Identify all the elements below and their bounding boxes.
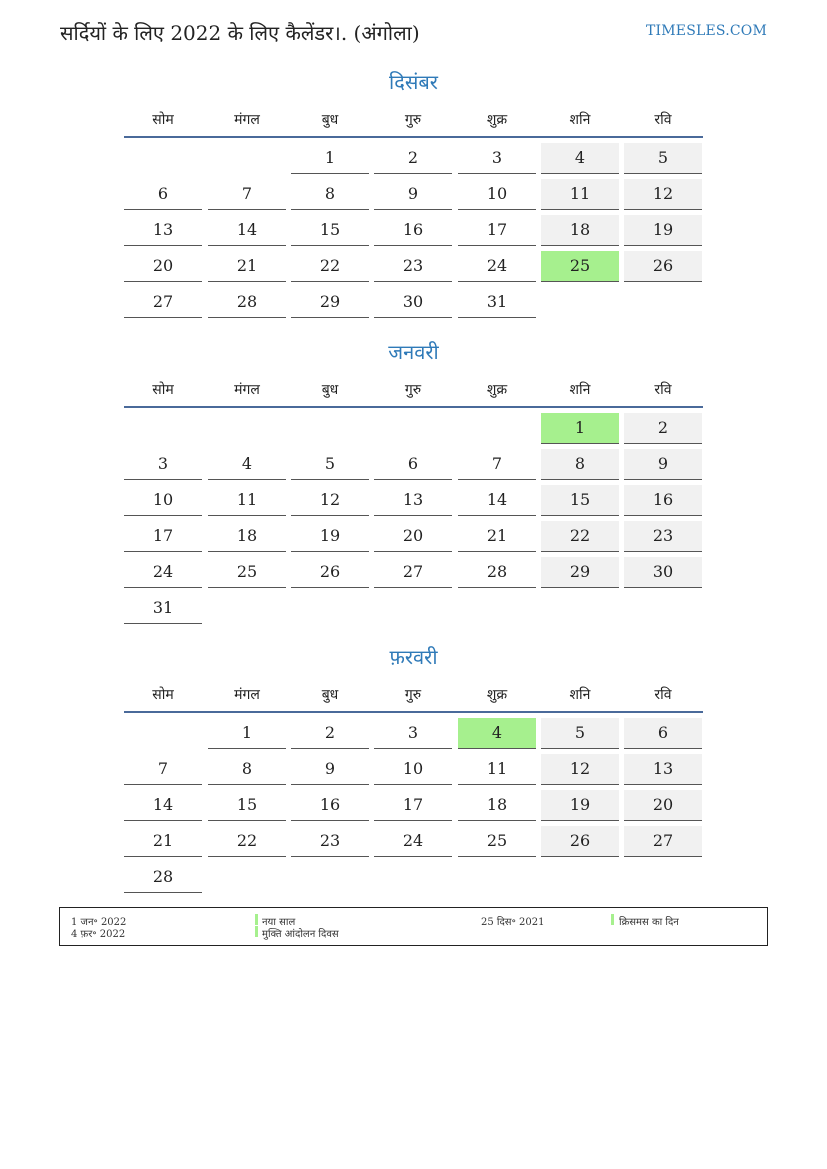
day-cell[interactable]: 16 xyxy=(291,790,369,821)
day-cell[interactable]: 25 xyxy=(458,826,536,857)
day-cell[interactable]: 1 xyxy=(208,718,286,749)
day-cell[interactable]: 30 xyxy=(624,557,702,588)
legend-holiday-name: नया साल xyxy=(262,917,296,928)
day-cell[interactable]: 26 xyxy=(291,557,369,588)
day-cell[interactable]: 17 xyxy=(124,521,202,552)
weekday-header: सोम xyxy=(152,382,174,398)
day-cell[interactable]: 4 xyxy=(208,449,286,480)
day-cell[interactable]: 5 xyxy=(291,449,369,480)
weekday-header: शुक्र xyxy=(486,112,508,128)
day-cell[interactable]: 27 xyxy=(624,826,702,857)
day-cell[interactable]: 31 xyxy=(458,287,536,318)
weekday-header: बुध xyxy=(321,687,339,703)
day-cell[interactable]: 11 xyxy=(458,754,536,785)
day-cell[interactable]: 15 xyxy=(291,215,369,246)
month-name: फ़रवरी xyxy=(389,645,438,669)
weekday-header: शनि xyxy=(569,382,591,398)
day-cell[interactable]: 14 xyxy=(208,215,286,246)
day-cell[interactable]: 28 xyxy=(208,287,286,318)
day-cell[interactable]: 4 xyxy=(458,718,536,749)
day-cell[interactable]: 21 xyxy=(458,521,536,552)
day-cell[interactable]: 18 xyxy=(541,215,619,246)
day-cell[interactable]: 12 xyxy=(291,485,369,516)
day-cell[interactable]: 23 xyxy=(374,251,452,282)
day-cell[interactable]: 27 xyxy=(374,557,452,588)
day-cell[interactable]: 2 xyxy=(374,143,452,174)
header-divider xyxy=(124,136,703,138)
day-cell[interactable]: 20 xyxy=(374,521,452,552)
day-cell[interactable]: 18 xyxy=(208,521,286,552)
day-cell[interactable]: 21 xyxy=(124,826,202,857)
day-cell[interactable]: 3 xyxy=(458,143,536,174)
weekday-header: गुरु xyxy=(404,687,422,703)
day-cell[interactable]: 10 xyxy=(458,179,536,210)
weekday-header: बुध xyxy=(321,382,339,398)
legend-marker xyxy=(611,914,614,925)
day-cell[interactable]: 1 xyxy=(541,413,619,444)
holiday-legend xyxy=(59,907,768,946)
day-cell[interactable]: 5 xyxy=(541,718,619,749)
day-cell[interactable]: 25 xyxy=(208,557,286,588)
weekday-header: गुरु xyxy=(404,112,422,128)
day-cell[interactable]: 25 xyxy=(541,251,619,282)
weekday-header: रवि xyxy=(654,687,672,703)
day-cell[interactable]: 11 xyxy=(541,179,619,210)
day-cell[interactable]: 19 xyxy=(541,790,619,821)
day-cell[interactable]: 24 xyxy=(124,557,202,588)
legend-date: 25 दिस॰ 2021 xyxy=(481,917,545,928)
day-cell[interactable]: 3 xyxy=(374,718,452,749)
day-cell[interactable]: 9 xyxy=(291,754,369,785)
weekday-header: रवि xyxy=(654,382,672,398)
day-cell[interactable]: 26 xyxy=(541,826,619,857)
day-cell[interactable]: 9 xyxy=(624,449,702,480)
day-cell[interactable]: 15 xyxy=(541,485,619,516)
day-cell[interactable]: 8 xyxy=(541,449,619,480)
day-cell[interactable]: 31 xyxy=(124,593,202,624)
day-cell[interactable]: 28 xyxy=(458,557,536,588)
day-cell[interactable]: 4 xyxy=(541,143,619,174)
page-title: सर्दियों के लिए 2022 के लिए कैलेंडर।. (अंगोला) xyxy=(60,21,420,45)
day-cell[interactable]: 20 xyxy=(624,790,702,821)
legend-marker xyxy=(255,926,258,937)
day-cell[interactable]: 30 xyxy=(374,287,452,318)
weekday-header: शनि xyxy=(569,112,591,128)
day-cell[interactable]: 13 xyxy=(374,485,452,516)
day-cell[interactable]: 2 xyxy=(624,413,702,444)
day-cell[interactable]: 23 xyxy=(291,826,369,857)
day-cell[interactable]: 12 xyxy=(541,754,619,785)
day-cell[interactable]: 19 xyxy=(291,521,369,552)
site-link[interactable]: TIMESLES.COM xyxy=(646,23,767,39)
day-cell[interactable]: 8 xyxy=(208,754,286,785)
day-cell[interactable]: 13 xyxy=(624,754,702,785)
weekday-header: शनि xyxy=(569,687,591,703)
day-cell[interactable]: 18 xyxy=(458,790,536,821)
day-cell[interactable]: 9 xyxy=(374,179,452,210)
legend-date: 4 फ़र॰ 2022 xyxy=(71,929,126,940)
day-cell[interactable]: 3 xyxy=(124,449,202,480)
header-divider xyxy=(124,406,703,408)
day-cell[interactable]: 8 xyxy=(291,179,369,210)
day-cell[interactable]: 10 xyxy=(124,485,202,516)
weekday-header: शुक्र xyxy=(486,687,508,703)
day-cell[interactable]: 16 xyxy=(624,485,702,516)
day-cell[interactable]: 17 xyxy=(458,215,536,246)
weekday-header: मंगल xyxy=(234,687,260,703)
weekday-header: मंगल xyxy=(234,112,260,128)
month-name: जनवरी xyxy=(388,340,439,364)
day-cell[interactable]: 1 xyxy=(291,143,369,174)
weekday-header: सोम xyxy=(152,112,174,128)
day-cell[interactable]: 29 xyxy=(541,557,619,588)
day-cell[interactable]: 17 xyxy=(374,790,452,821)
legend-holiday-name: क्रिसमस का दिन xyxy=(619,917,679,928)
day-cell[interactable]: 12 xyxy=(624,179,702,210)
day-cell[interactable]: 6 xyxy=(124,179,202,210)
header-divider xyxy=(124,711,703,713)
day-cell[interactable]: 20 xyxy=(124,251,202,282)
legend-marker xyxy=(255,914,258,925)
day-cell[interactable]: 22 xyxy=(541,521,619,552)
day-cell[interactable]: 6 xyxy=(374,449,452,480)
day-cell[interactable]: 7 xyxy=(458,449,536,480)
day-cell[interactable]: 22 xyxy=(208,826,286,857)
month-name: दिसंबर xyxy=(389,70,438,94)
day-cell[interactable]: 14 xyxy=(458,485,536,516)
weekday-header: मंगल xyxy=(234,382,260,398)
day-cell[interactable]: 27 xyxy=(124,287,202,318)
day-cell[interactable]: 21 xyxy=(208,251,286,282)
day-cell[interactable]: 6 xyxy=(624,718,702,749)
day-cell[interactable]: 26 xyxy=(624,251,702,282)
day-cell[interactable]: 19 xyxy=(624,215,702,246)
weekday-header: रवि xyxy=(654,112,672,128)
legend-holiday-name: मुक्ति आंदोलन दिवस xyxy=(262,929,339,940)
day-cell[interactable]: 24 xyxy=(374,826,452,857)
weekday-header: सोम xyxy=(152,687,174,703)
day-cell[interactable]: 10 xyxy=(374,754,452,785)
day-cell[interactable]: 15 xyxy=(208,790,286,821)
day-cell[interactable]: 13 xyxy=(124,215,202,246)
day-cell[interactable]: 16 xyxy=(374,215,452,246)
day-cell[interactable]: 23 xyxy=(624,521,702,552)
day-cell[interactable]: 2 xyxy=(291,718,369,749)
weekday-header: गुरु xyxy=(404,382,422,398)
weekday-header: शुक्र xyxy=(486,382,508,398)
weekday-header: बुध xyxy=(321,112,339,128)
day-cell[interactable]: 11 xyxy=(208,485,286,516)
day-cell[interactable]: 7 xyxy=(208,179,286,210)
day-cell[interactable]: 28 xyxy=(124,862,202,893)
day-cell[interactable]: 29 xyxy=(291,287,369,318)
day-cell[interactable]: 24 xyxy=(458,251,536,282)
day-cell[interactable]: 5 xyxy=(624,143,702,174)
day-cell[interactable]: 14 xyxy=(124,790,202,821)
day-cell[interactable]: 22 xyxy=(291,251,369,282)
day-cell[interactable]: 7 xyxy=(124,754,202,785)
legend-date: 1 जन॰ 2022 xyxy=(71,917,127,928)
